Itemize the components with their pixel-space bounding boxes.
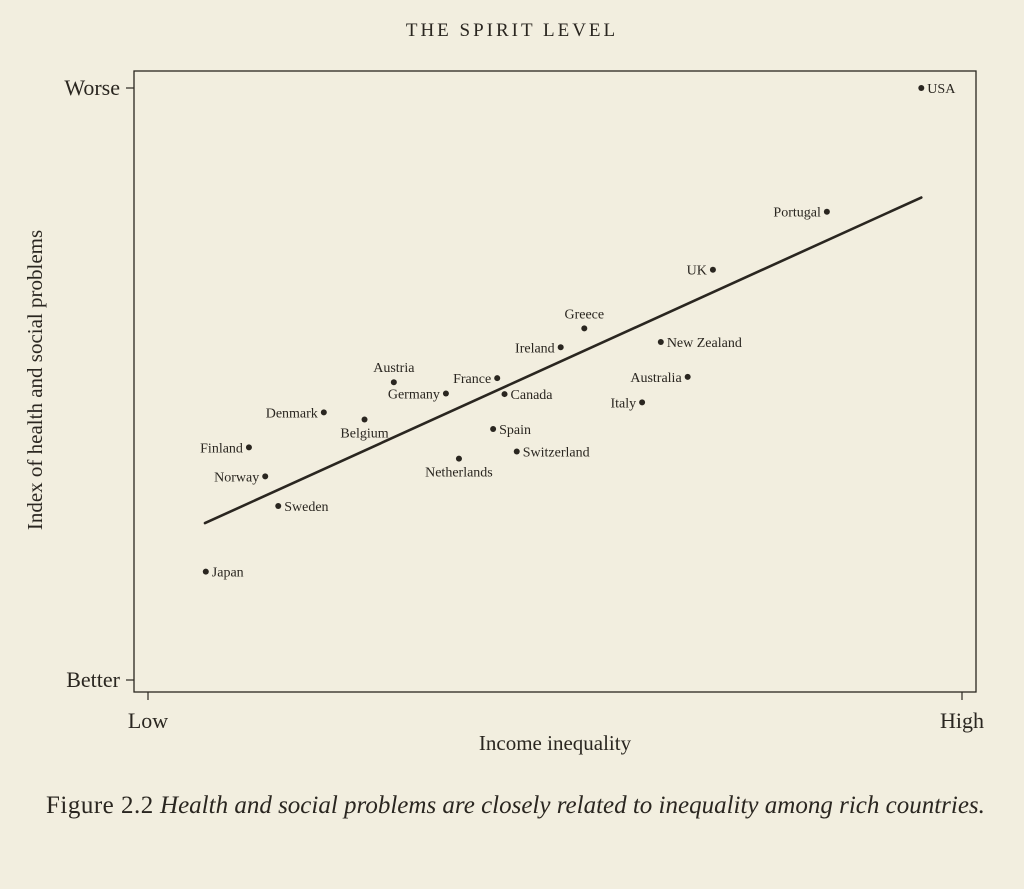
figure-number: Figure 2.2 [46,792,154,819]
point-netherlands [456,456,462,462]
label-canada: Canada [510,388,553,404]
point-sweden [275,503,281,509]
point-belgium [362,417,368,423]
label-portugal: Portugal [773,205,821,221]
label-usa: USA [927,82,956,97]
data-points [200,82,956,581]
point-germany [443,390,449,396]
point-austria [391,379,397,385]
label-australia: Australia [630,370,682,386]
plot-frame [134,71,976,692]
label-switzerland: Switzerland [522,445,590,461]
point-japan [203,569,209,575]
label-norway: Norway [214,470,260,486]
x-axis-title: Income inequality [478,731,632,755]
figure-caption-text: Health and social problems are closely related to inequality among rich countries. [160,792,985,819]
point-canada [502,391,508,397]
label-denmark: Denmark [265,406,318,422]
x-end-label-low: Low [127,708,169,733]
point-usa [918,85,924,91]
label-uk: UK [686,263,707,279]
point-portugal [824,209,830,215]
point-uk [710,267,716,273]
label-austria: Austria [373,361,415,377]
y-end-label-better: Better [66,667,120,692]
label-france: France [453,372,492,388]
point-finland [246,444,252,450]
point-france [494,375,500,381]
label-belgium: Belgium [340,426,389,442]
x-end-label-high: High [940,708,984,733]
running-head: THE SPIRIT LEVEL [405,20,619,41]
label-japan: Japan [211,565,244,581]
label-sweden: Sweden [284,499,329,515]
y-axis-title: Index of health and social problems [23,229,47,531]
label-italy: Italy [610,396,637,412]
figure-caption [46,788,996,824]
trend-line-group [205,198,921,524]
point-ireland [558,344,564,350]
label-greece: Greece [564,307,605,323]
point-australia [685,374,691,380]
label-germany: Germany [387,387,440,403]
point-norway [262,473,268,479]
y-end-label-worse: Worse [64,75,120,100]
label-spain: Spain [499,422,532,438]
axes [23,75,984,755]
point-denmark [321,409,327,415]
point-italy [639,399,645,405]
label-netherlands: Netherlands [425,465,493,481]
point-switzerland [514,448,520,454]
label-ireland: Ireland [515,341,555,357]
point-new-zealand [658,339,664,345]
point-spain [490,426,496,432]
label-new-zealand: New Zealand [666,335,742,351]
trend-line [205,198,921,524]
label-finland: Finland [200,441,243,457]
point-greece [581,325,587,331]
